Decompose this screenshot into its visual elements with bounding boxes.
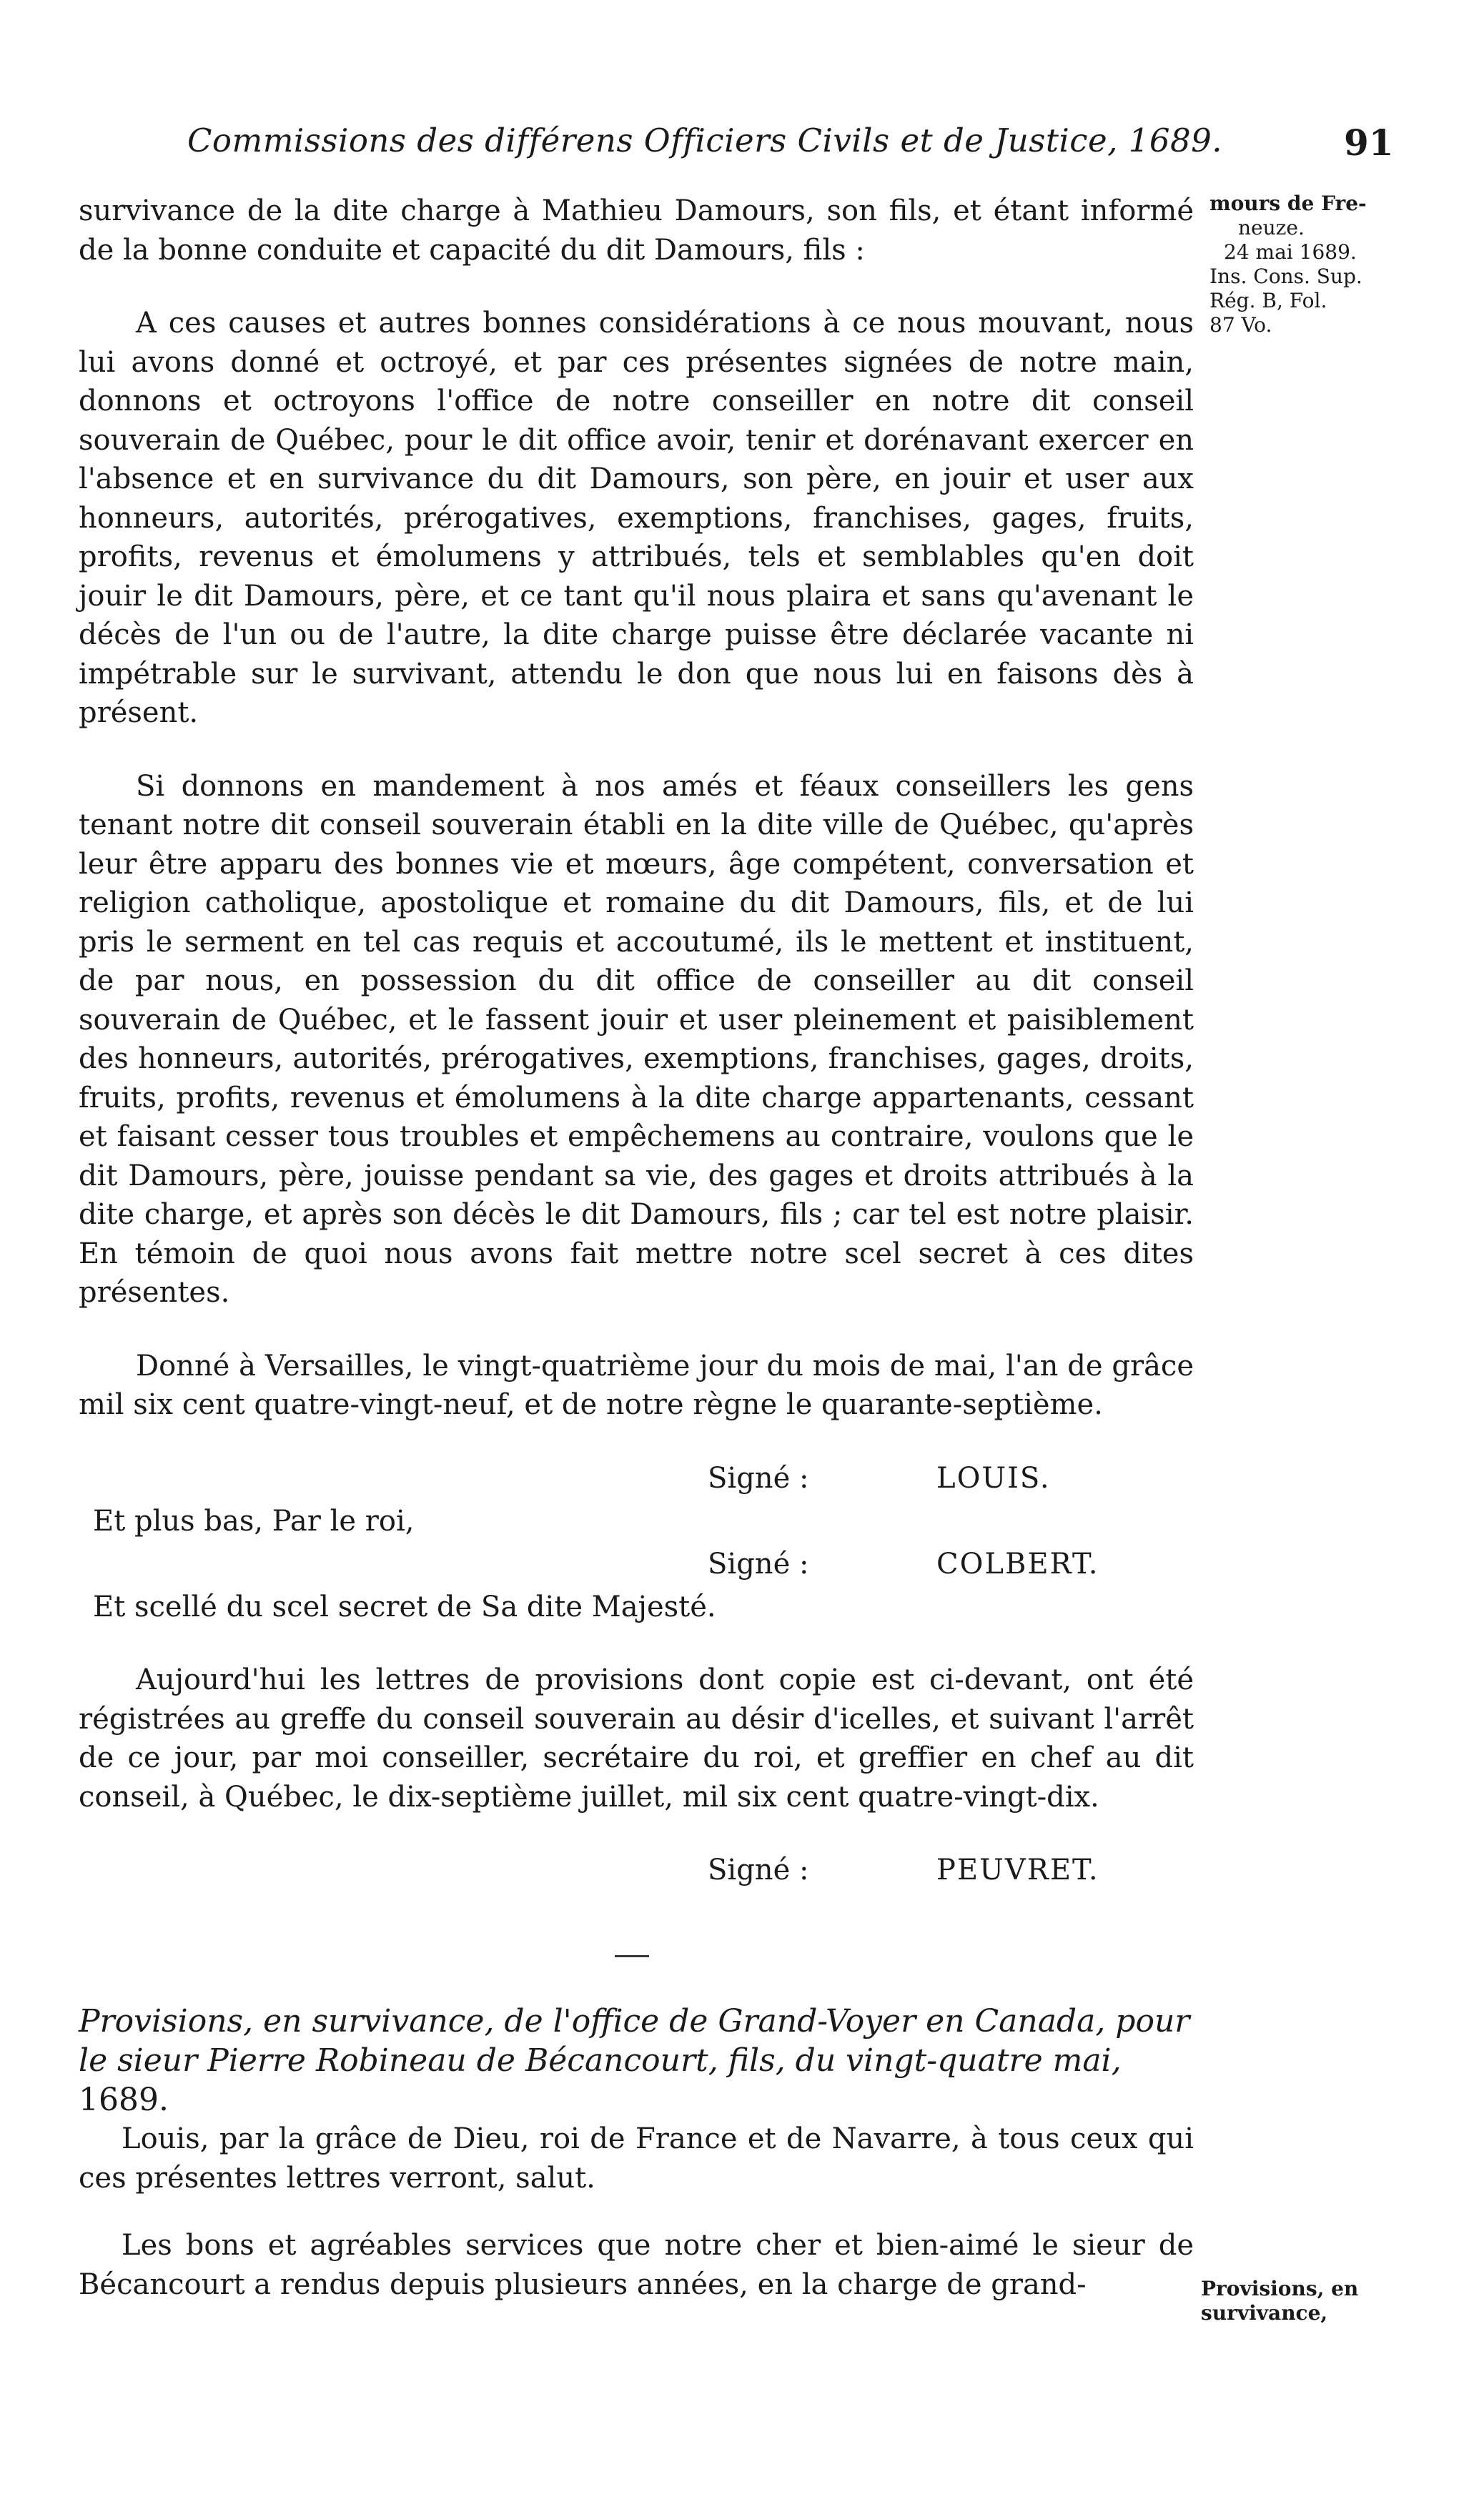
continuation-text <box>79 2120 1194 2333</box>
paragraph: Les bons et agréables services que notre cher et bien-aimé le sieur de Bécancourt a rendus depuis plusieurs années, en la charge de grand- <box>79 2229 1194 2301</box>
margin-note-line: 87 Vo. <box>1210 313 1272 337</box>
margin-note-line: Provisions, en <box>1201 2277 1359 2300</box>
margin-note-line: survivance, <box>1201 2301 1328 2325</box>
margin-note-line: mours de Fre- <box>1210 192 1367 215</box>
paragraph: Louis, par la grâce de Dieu, roi de France et de Navarre, à tous ceux qui ces présentes lettres verront, salut. <box>79 2122 1194 2195</box>
signe-label: Signé : <box>708 1547 809 1581</box>
signature-louis <box>79 1459 1194 1502</box>
signe-label: Signé : <box>708 1461 809 1495</box>
paragraph: Donné à Versailles, le vingt-quatrième jour du mois de mai, l'an de grâce mil six cent quatre-vingt-neuf, et de notre règne le quarante-septième. <box>79 1349 1194 1421</box>
plus-bas-line: Et plus bas, Par le roi, <box>93 1504 415 1538</box>
provisions-heading-year: 1689. <box>79 2082 169 2118</box>
margin-note-2 <box>1201 2277 1358 2325</box>
margin-note-line: 24 mai 1689. <box>1224 240 1357 264</box>
provisions-heading <box>79 2002 1194 2120</box>
main-text-column <box>79 192 1194 1894</box>
running-title: Commissions des différens Officiers Civils et de Justice, 1689. <box>187 122 1223 159</box>
margin-note-line: Ins. Cons. Sup. <box>1210 264 1362 288</box>
margin-note-line: Rég. B, Fol. <box>1210 289 1327 312</box>
signature-name: LOUIS. <box>936 1461 1051 1495</box>
signature-name: COLBERT. <box>936 1547 1099 1581</box>
section-divider <box>615 1955 649 1957</box>
page-number: 91 <box>1344 122 1394 164</box>
provisions-heading-text: Provisions, en survivance, de l'office de Grand-Voyer en Canada, pour le sieur Pierre Robineau de Bécancourt, fils, du vingt-quatre mai, <box>79 2003 1190 2079</box>
margin-note-1 <box>1210 192 1367 337</box>
margin-note-line: neuze. <box>1238 216 1305 239</box>
signature-colbert <box>79 1545 1194 1588</box>
paragraph: Si donnons en mandement à nos amés et féaux conseillers les gens tenant notre dit conseil souverain établi en la dite ville de Québec, qu'après leur être apparu des bonnes vie et mœurs, âge compétent, conversation et religion catholique, apostolique et romaine du dit Damours, fils, et de lui pris le serment en tel cas requis et accoutumé, ils le mettent et instituent, de par nous, en possession du dit office de conseiller au dit conseil souverain de Québec, et le fassent jouir et user pleinement et paisiblement des honneurs, autorités, prérogatives, exemptions, franchises, gages, droits, fruits, profits, revenus et émolumens à la dite charge appartenants, cessant et faisant cesser tous troubles et empêchemens au contraire, voulons que le dit Damours, père, jouisse pendant sa vie, des gages et droits attribués à la dite charge, et après son décès le dit Damours, fils ; car tel est notre plaisir. En témoin de quoi nous avons fait mettre notre scel secret à ces dites présentes. <box>79 769 1194 1309</box>
scelle-line: Et scellé du scel secret de Sa dite Majesté. <box>93 1590 716 1623</box>
page-header <box>0 122 1484 172</box>
paragraph: A ces causes et autres bonnes considérations à ce nous mouvant, nous lui avons donné et octroyé, et par ces présentes signées de notre main, donnons et octroyons l'office de notre conseiller en notre dit conseil souverain de Québec, pour le dit office avoir, tenir et dorénavant exercer en l'absence et en survivance du dit Damours, son père, en jouir et user aux honneurs, autorités, prérogatives, exemptions, franchises, gages, fruits, profits, revenus et émolumens y attribués, tels et semblables qu'en doit jouir le dit Damours, père, et ce tant qu'il nous plaira et sans qu'avenant le décès de l'un ou de l'autre, la dite charge puisse être déclarée vacante ni impétrable sur le survivant, attendu le don que nous lui en faisons dès à présent. <box>79 307 1194 729</box>
signature-peuvret <box>79 1851 1194 1894</box>
signe-label: Signé : <box>708 1854 809 1887</box>
paragraph: survivance de la dite charge à Mathieu Damours, son fils, et étant informé de la bonne conduite et capacité du dit Damours, fils : <box>79 194 1194 267</box>
registration-paragraph: Aujourd'hui les lettres de provisions dont copie est ci-devant, ont été régistrées au greffe du conseil souverain au désir d'icelles, et suivant l'arrêt de ce jour, par moi conseiller, secrétaire du roi, et greffier en chef au dit conseil, à Québec, le dix-septième juillet, mil six cent quatre-vingt-dix. <box>79 1663 1194 1814</box>
signature-name: PEUVRET. <box>936 1854 1099 1887</box>
